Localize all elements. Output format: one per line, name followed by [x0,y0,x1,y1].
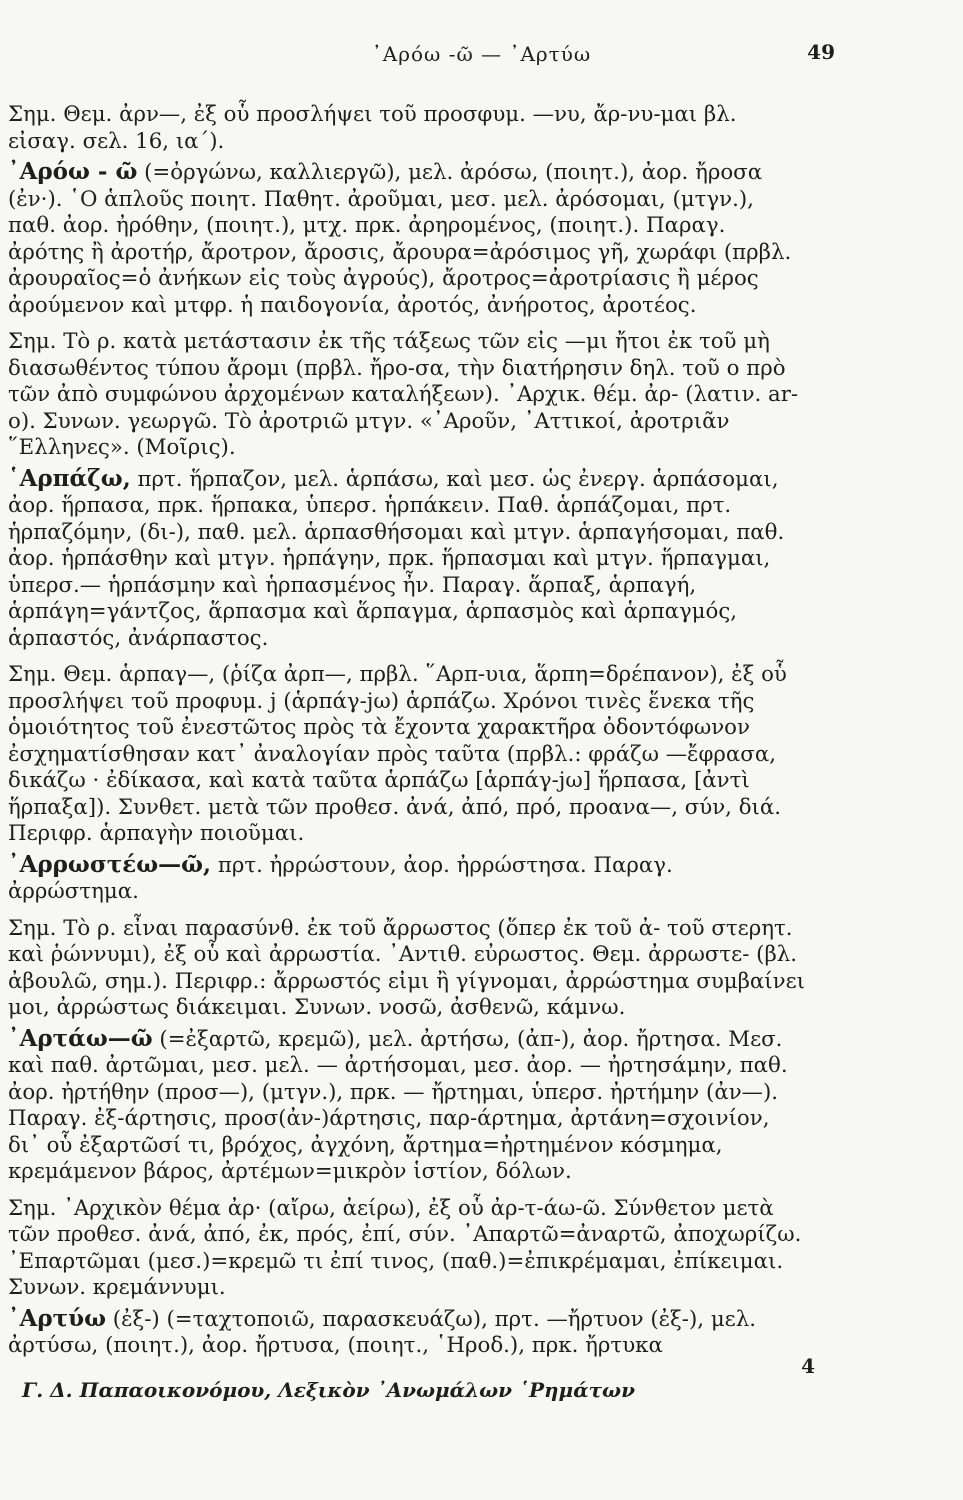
lemma: ῾Αρπάζω, [8,464,131,492]
note-paragraph [8,916,808,1022]
paragraph-text: Σημ. Τὸ ρ. κατὰ μετάστασιν ἐκ τῆς τάξεως τῶν εἰς —μι ἤτοι ἐκ τοῦ μὴ διασωθέντος τύπου ἄρομι (πρβλ. ἤρο-σα, τὴν διατήρησιν δηλ. τοῦ ο πρὸ τῶν ἀπὸ συμφώνου ἀρχομένων καταλήξεων). ᾽Αρχικ. θέμ. ἀρ- (λατιν. ar-o). Συνων. γεωργῶ. Τὸ ἀροτριῶ μτγν. «᾽Αροῦν, ᾽Αττικοί, ἀροτριᾶν ῞Ελληνες». (Μοῖρις). [8,329,799,460]
lemma: ᾽Αρρωστέω—ῶ, [8,850,212,878]
paragraph-text: Σημ. Θεμ. ἁρπαγ—, (ῥίζα ἀρπ—, πρβλ. ῞Αρπ-υια, ἅρπη=δρέπανον), ἐξ οὗ προσλήψει τοῦ προφυμ. j (ἁρπάγ-jω) ἁρπάζω. Χρόνοι τινὲς ἕνεκα τῆς ὁμοιότητος τοῦ ἐνεστῶτος πρὸς τὰ ἔχοντα χαρακτῆρα ὀδοντόφωνον ἐσχηματίσθησαν κατ᾽ ἀναλογίαν πρὸς ταῦτα (πρβλ.: φράζω —ἔφρασα, δικάζω · ἐδίκασα, καὶ κατὰ ταῦτα ἁρπάζω [ἁρπάγ-jω] ἥρπασα, [ἀντὶ ἥρπαξα]). Συνθετ. μετὰ τῶν προθεσ. ἀνά, ἀπό, πρό, προανα—, σύν, διά. Περιφρ. ἁρπαγὴν ποιοῦμαι. [8,662,787,846]
note-paragraph [8,329,808,462]
entry-paragraph [8,852,808,906]
lemma: ᾽Αρτύω [8,1304,106,1332]
note-paragraph [8,1196,808,1302]
lemma: ᾽Αρτάω—ῶ [8,1024,153,1052]
paragraph-text: (ἐξ-) (=ταχτοποιῶ, παρασκευάζω), πρτ. —ἤρτυον (ἐξ-), μελ. ἀρτύσω, (ποιητ.), ἀορ. ἤρτυσα, (ποιητ., ῾Ηροδ.), πρκ. ἤρτυκα [8,1306,756,1358]
paragraph-text: Σημ. Τὸ ρ. εἶναι παρασύνθ. ἐκ τοῦ ἄρρωστος (ὅπερ ἐκ τοῦ ἀ- τοῦ στερητ. καὶ ῥώννυμι), ἐξ οὗ καὶ ἀρρωστία. ᾽Αντιθ. εὐρωστος. Θεμ. ἀρρωστε- (βλ. ἀβουλῶ, σημ.). Περιφρ.: ἄρρωστός εἰμι ἢ γίγνομαι, ἀρρώστημα συμβαίνει μοι, ἀρρώστως διάκειμαι. Συνων. νοσῶ, ἀσθενῶ, κάμνω. [8,915,805,1020]
paragraph-text: πρτ. ἠρρώστουν, ἀορ. ἠρρώστησα. Παραγ. ἀρρώστημα. [8,852,673,904]
entry-paragraph [8,1026,808,1186]
paragraph-text: πρτ. ἥρπαζον, μελ. ἁρπάσω, καὶ μεσ. ὡς ἐνεργ. ἁρπάσομαι, ἀορ. ἥρπασα, πρκ. ἥρπακα, ὑπερσ. ἡρπάκειν. Παθ. ἁρπάζομαι, πρτ. ἡρπαζόμην, (δι-), παθ. μελ. ἁρπασθήσομαι καὶ μτγν. ἁρπαγήσομαι, παθ. ἀορ. ἡρπάσθην καὶ μτγν. ἡρπάγην, πρκ. ἥρπασμαι καὶ μτγν. ἥρπαγμαι, ὑπερσ.— ἡρπάσμην καὶ ἡρπασμένος ἦν. Παραγ. ἅρπαξ, ἁρπαγή, ἁρπάγη=γάντζος, ἅρπασμα καὶ ἅρπαγμα, ἁρπασμὸς καὶ ἁρπαγμός, ἁρπαστός, ἀνάρπαστος. [8,466,785,651]
note-paragraph [8,102,808,155]
entry-paragraph [8,466,808,653]
paragraph-text: Σημ. ᾽Αρχικὸν θέμα ἀρ· (αἴρω, ἀείρω), ἐξ οὗ ἀρ-τ-άω-ῶ. Σύνθετον μετὰ τῶν προθεσ. ἀνά, ἀπό, ἐκ, πρός, ἐπί, σύν. ᾽Απαρτῶ=ἀναρτῶ, ἀποχωρίζω. ᾽Επαρτῶμαι (μεσ.)=κρεμῶ τι ἐπί τινος, (παθ.)=ἐπικρέμαμαι, ἐπίκειμαι. Συνων. κρεμάννυμι. [8,1195,802,1300]
running-head: ᾽Αρόω -ῶ — ᾽Αρτύω [371,42,592,66]
page-number: 49 [807,40,835,64]
paragraph-text: (=ὀργώνω, καλλιεργῶ), μελ. ἀρόσω, (ποιητ.), ἀορ. ἤροσα (ἐν·). ῾Ο ἁπλοῦς ποιητ. Παθητ. ἀροῦμαι, μεσ. μελ. ἀρόσομαι, (μτγν.), παθ. ἀορ. ἠρόθην, (ποιητ.), μτχ. πρκ. ἀρηρομένος, (ποιητ.). Παραγ. ἀρότης ἢ ἀροτήρ, ἄροτρον, ἄροσις, ἄρουρα=ἀρόσιμος γῆ, χωράφι (πρβλ. ἀρουραῖος=ὁ ἀνήκων εἰς τοὺς ἀγρούς), ἄροτρος=ἀροτρίασις ἢ μέρος ἀρούμενον καὶ μτφρ. ἡ παιδογονία, ἀροτός, ἀνήροτος, ἀροτέος. [8,160,792,318]
lemma: ᾽Αρόω - ῶ [8,158,138,185]
entry-paragraph [8,159,808,319]
footer-signature: Γ. Δ. Παπαοικονόμου, Λεξικὸν ᾽Ανωμάλων ῾Ρημάτων [22,1378,635,1402]
entry-paragraph [8,1306,808,1360]
paragraph-text: Σημ. Θεμ. ἀρν—, ἐξ οὗ προσλήψει τοῦ προσφυμ. —νυ, ἄρ-νυ-μαι βλ. εἰσαγ. σελ. 16, ια΄). [8,102,737,154]
sheet-number: 4 [801,1354,815,1378]
page-body [8,92,808,1360]
paragraph-text: (=ἐξαρτῶ, κρεμῶ), μελ. ἀρτήσω, (ἀπ-), ἀορ. ἤρτησα. Μεσ. καὶ παθ. ἀρτῶμαι, μεσ. μελ. — ἀρτήσομαι, μεσ. ἀορ. — ἠρτησάμην, παθ. ἀορ. ἠρτήθην (προσ—), (μτγν.), πρκ. — ἤρτημαι, ὑπερσ. ἠρτήμην (ἀν—). Παραγ. ἐξ-άρτησις, προσ(ἀν-)άρτησις, παρ-άρτημα, ἀρτάνη=σχοινίον, δι᾽ οὗ ἐξαρτῶσί τι, βρόχος, ἀγχόνη, ἄρτημα=ἠρτημένον κόσμημα, κρεμάμενον βάρος, ἀρτέμων=μικρὸν ἱστίον, δόλων. [8,1026,788,1184]
note-paragraph [8,662,808,848]
